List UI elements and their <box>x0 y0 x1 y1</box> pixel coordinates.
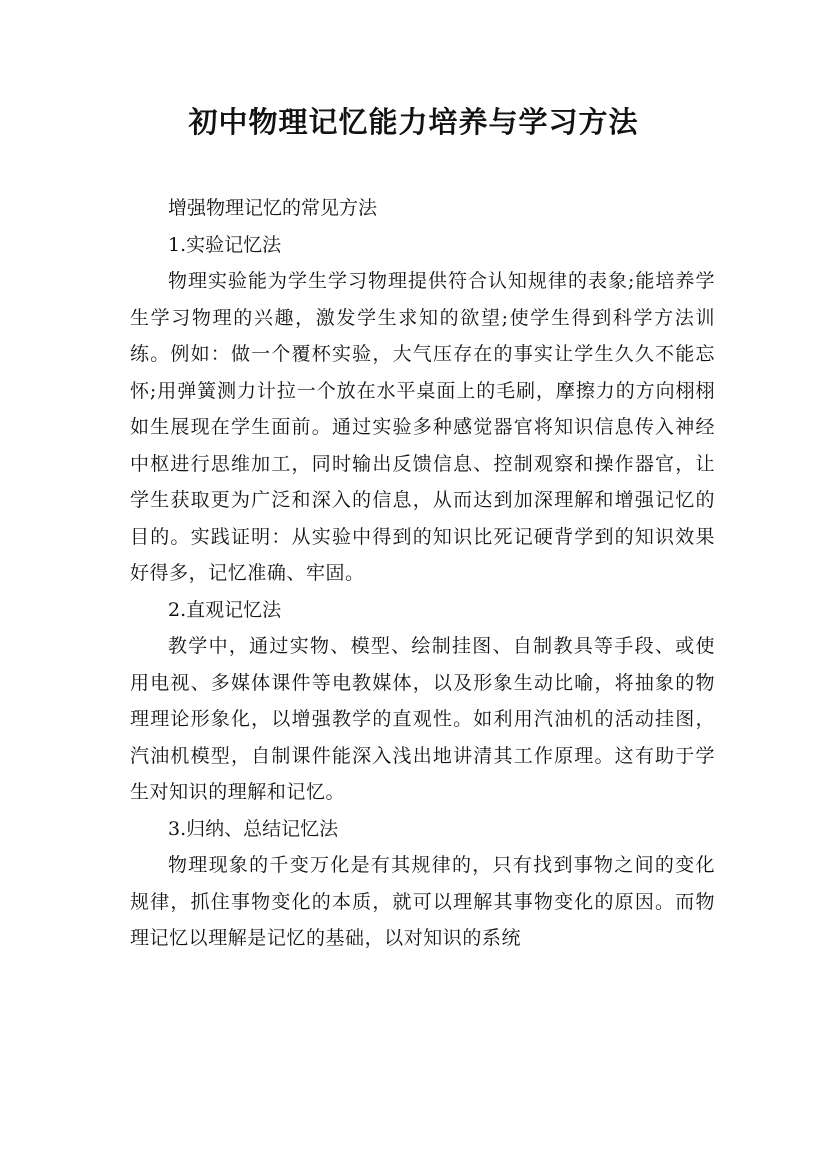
paragraph-experiment: 物理实验能为学生学习物理提供符合认知规律的表象;能培养学生学习物理的兴趣，激发学生求知的欲望;使学生得到科学方法训练。例如：做一个覆杯实验，大气压存在的事实让学生久久不能忘怀;用弹簧测力计拉一个放在水平桌面上的毛刷，摩擦力的方向栩栩如生展现在学生面前。通过实验多种感觉器官将知识信息传入神经中枢进行思维加工，同时输出反馈信息、控制观察和操作器官，让学生获取更为广泛和深入的信息，从而达到加深理解和增强记忆的目的。实践证明：从实验中得到的知识比死记硬背学到的知识效果好得多，记忆准确、牢固。 <box>130 270 715 584</box>
document-body <box>130 190 715 957</box>
paragraph-visual: 教学中，通过实物、模型、绘制挂图、自制教具等手段、或使用电视、多媒体课件等电教媒体，以及形象生动比喻，将抽象的物理理论形象化，以增强教学的直观性。如利用汽油机的活动挂图，汽油机模型，自制课件能深入浅出地讲清其工作原理。这有助于学生对知识的理解和记忆。 <box>130 635 715 803</box>
paragraph-summary: 物理现象的千变万化是有其规律的，只有找到事物之间的变化规律，抓住事物变化的本质，就可以理解其事物变化的原因。而物理记忆以理解是记忆的基础，以对知识的系统 <box>130 854 715 949</box>
subheading-visual: 2.直观记忆法 <box>168 598 282 621</box>
section-heading-methods: 增强物理记忆的常见方法 <box>168 197 378 219</box>
document-title: 初中物理记忆能力培养与学习方法 <box>188 105 639 139</box>
subheading-experiment: 1.实验记忆法 <box>168 233 282 256</box>
subheading-summary: 3.归纳、总结记忆法 <box>168 817 339 840</box>
